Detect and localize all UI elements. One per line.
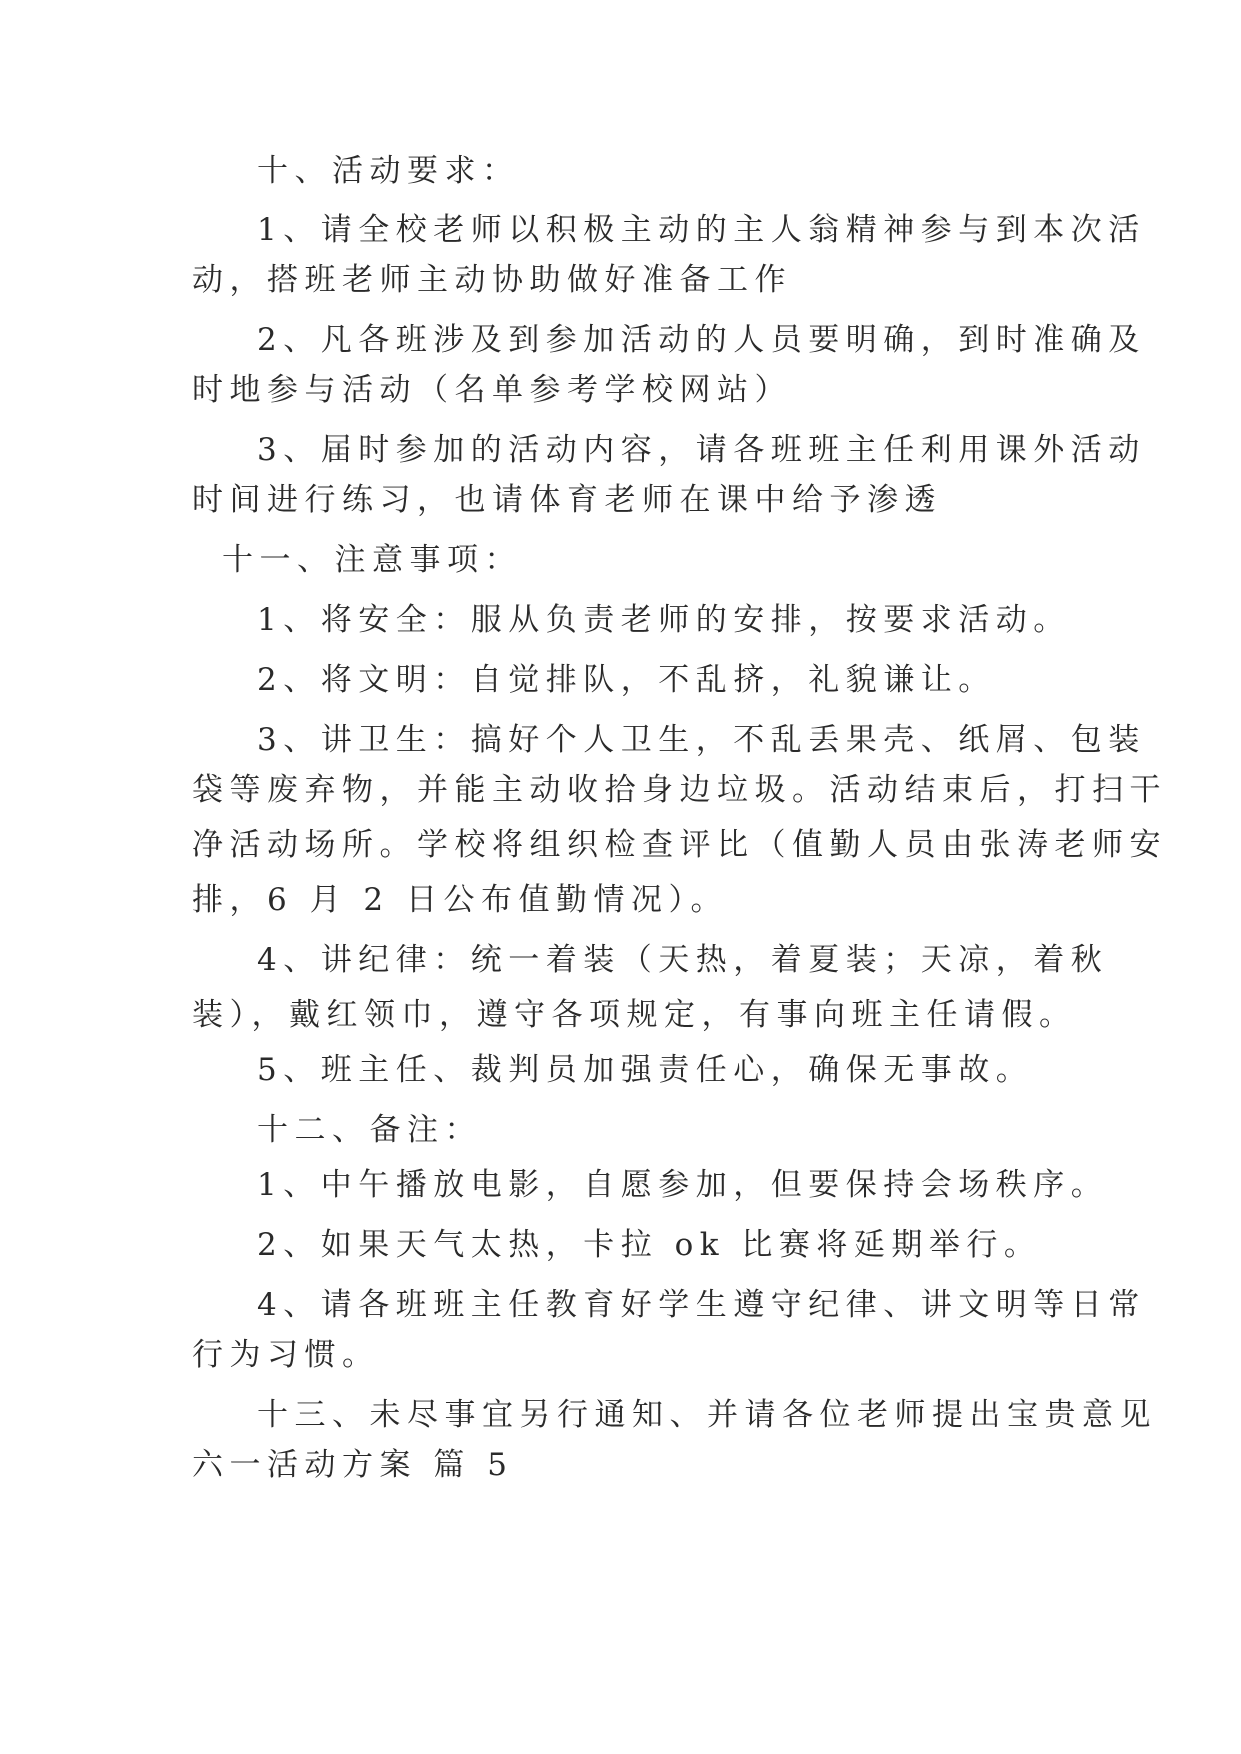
paragraph-line: 净活动场所。学校将组织检查评比（值勤人员由张涛老师安	[192, 827, 1167, 863]
paragraph-line: 装），戴红领巾，遵守各项规定，有事向班主任请假。	[192, 997, 1077, 1033]
document-title-line: 六一活动方案 篇 5	[192, 1447, 514, 1483]
section-heading-twelve: 十二、备注：	[257, 1112, 482, 1148]
paragraph-line: 行为习惯。	[192, 1337, 380, 1373]
section-heading-ten: 十、活动要求：	[257, 153, 520, 189]
paragraph-line: 2、将文明：自觉排队，不乱挤，礼貌谦让。	[257, 662, 996, 698]
paragraph-line: 1、将安全：服从负责老师的安排，按要求活动。	[257, 602, 1071, 638]
paragraph-line: 袋等废弃物，并能主动收拾身边垃圾。活动结束后，打扫干	[192, 772, 1167, 808]
paragraph-line: 排，6 月 2 日公布值勤情况）。	[192, 882, 729, 918]
paragraph-line: 时地参与活动（名单参考学校网站）	[192, 372, 792, 408]
section-heading-eleven: 十一、注意事项：	[222, 542, 522, 578]
paragraph-line: 时间进行练习，也请体育老师在课中给予渗透	[192, 482, 942, 518]
paragraph-line: 3、届时参加的活动内容，请各班班主任利用课外活动	[257, 432, 1146, 468]
paragraph-line: 1、中午播放电影，自愿参加，但要保持会场秩序。	[257, 1167, 1109, 1203]
paragraph-line: 4、请各班班主任教育好学生遵守纪律、讲文明等日常	[257, 1287, 1146, 1323]
paragraph-line: 1、请全校老师以积极主动的主人翁精神参与到本次活	[257, 212, 1146, 248]
paragraph-line: 3、讲卫生：搞好个人卫生，不乱丢果壳、纸屑、包装	[257, 722, 1146, 758]
section-heading-thirteen: 十三、未尽事宜另行通知、并请各位老师提出宝贵意见	[257, 1397, 1157, 1433]
paragraph-line: 2、如果天气太热，卡拉 ok 比赛将延期举行。	[257, 1227, 1042, 1263]
paragraph-line: 4、讲纪律：统一着装（天热，着夏装；天凉，着秋	[257, 942, 1109, 978]
paragraph-line: 动，搭班老师主动协助做好准备工作	[192, 262, 792, 298]
paragraph-line: 5、班主任、裁判员加强责任心，确保无事故。	[257, 1052, 1034, 1088]
paragraph-line: 2、凡各班涉及到参加活动的人员要明确，到时准确及	[257, 322, 1146, 358]
